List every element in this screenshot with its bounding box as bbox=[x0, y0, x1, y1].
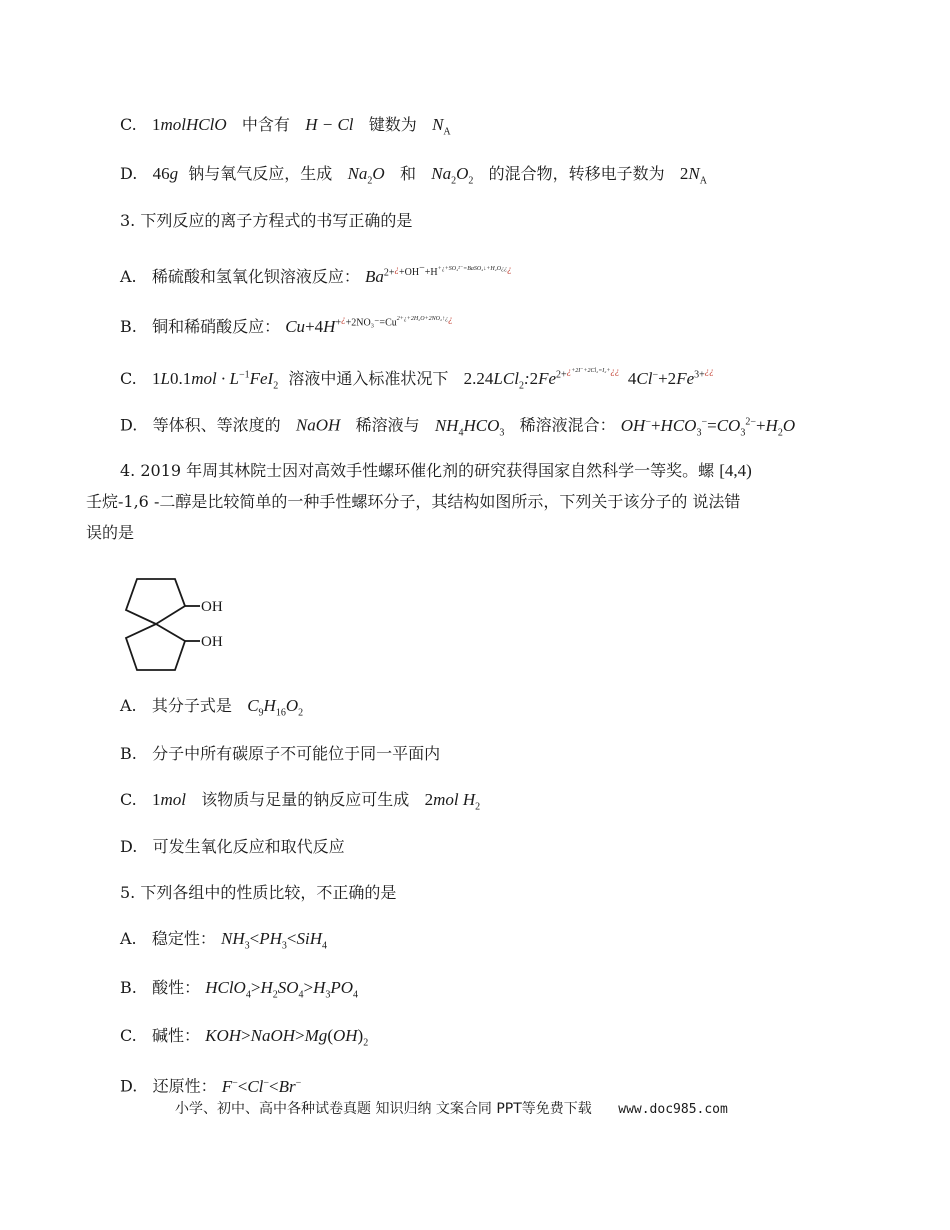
formula: $Na_2O$ bbox=[347, 164, 385, 187]
formula: $Ba^{2+¿+OH^-+H+¿+SO_4^{2-}=BaSO_4↓+H_2O¿¿¿}$ bbox=[365, 263, 512, 286]
q4-option-d: D. 可发生氧化反应和取代反应 bbox=[120, 837, 345, 856]
q3-option-b: B. 铜和稀硝酸反应： $Cu+4H^{+¿+2NO_3^-=Cu2+¿+2H_2O+2NO_2↑¿¿}$ bbox=[120, 314, 453, 336]
formula: 1mol bbox=[152, 790, 187, 809]
formula: $Na_2O_2$ bbox=[431, 164, 474, 187]
q5-stem: 5. 下列各组中的性质比较，不正确的是 bbox=[120, 883, 397, 902]
cyclopentane-ring-top bbox=[126, 579, 185, 624]
q3-option-c: C. $1L0.1mol \cdot L^{-1}FeI_2$ 溶液中通入标准状况下 $2.24LCl_2:2Fe^{2+¿+2I^-+2Cl_2=I_2+¿¿}$ $4Cl^-+2Fe^{3+¿¿}$ bbox=[120, 366, 714, 392]
q2-option-c: C. 1molHClO 中含有 H − Cl 键数为 $N_A$ bbox=[120, 115, 451, 138]
q4-option-b: B. 分子中所有碳原子不可能位于同一平面内 bbox=[120, 744, 441, 763]
formula: $1L0.1mol \cdot L^{-1}FeI_2$ bbox=[152, 369, 279, 392]
hydroxyl-label-bottom: OH bbox=[201, 634, 223, 650]
q5-option-b: B. 酸性： $HClO_4>H_2SO_4>H_3PO_4$ bbox=[120, 978, 359, 1001]
formula: NaOH bbox=[295, 415, 341, 435]
q5-option-c: C. 碱性： $KOH>NaOH>Mg(OH)_2$ bbox=[120, 1026, 369, 1049]
formula: $N_A$ bbox=[432, 115, 451, 138]
page-footer bbox=[175, 1098, 728, 1118]
q4-option-a: A. 其分子式是 $C_9H_{16}O_2$ bbox=[120, 696, 304, 719]
formula: 2mol $H_2$ bbox=[424, 790, 481, 813]
formula: $C_9H_{16}O_2$ bbox=[247, 696, 304, 719]
q4-stem-line1: 4. 2019 年周其林院士因对高效手性螺环催化剂的研究获得国家自然科学一等奖。螺 [4,4) bbox=[120, 461, 752, 480]
q4-stem-line2: 壬烷-1,6 -二醇是比较简单的一种手性螺环分子，其结构如图所示，下列关于该分子的 说法错 bbox=[86, 492, 741, 511]
formula: $KOH>NaOH>Mg(OH)_2$ bbox=[205, 1026, 369, 1049]
cyclopentane-ring-bottom bbox=[126, 624, 185, 670]
q3-option-a: A. 稀硫酸和氢氧化钡溶液反应： $Ba^{2+¿+OH^-+H+¿+SO_4^{2-}=BaSO_4↓+H_2O¿¿¿}$ bbox=[120, 263, 512, 286]
q5-option-d: D. 还原性： F−<Cl−<Br− bbox=[120, 1076, 302, 1096]
formula: $OH^-+HCO_3^-=CO_3^{2-}+H_2O$ bbox=[620, 415, 796, 439]
footer-url[interactable]: www.doc985.com bbox=[618, 1102, 728, 1117]
footer-text: 小学、初中、高中各种试卷真题 知识归纳 文案合同 PPT等免费下载 bbox=[175, 1101, 592, 1117]
q5-option-a: A. 稳定性： $NH_3<PH_3<SiH_4$ bbox=[120, 929, 327, 952]
formula: 1molHClO bbox=[152, 115, 227, 134]
formula: F−<Cl−<Br− bbox=[221, 1076, 302, 1096]
q4-stem-line3: 误的是 bbox=[86, 523, 135, 542]
q3-stem: 3. 下列反应的离子方程式的书写正确的是 bbox=[120, 211, 413, 230]
q2-option-d: D. 46g 钠与氧气反应，生成 $Na_2O$ 和 $Na_2O_2$ 的混合物，转移电子数为 $2N_A$ bbox=[120, 164, 707, 187]
formula: [4,4) bbox=[719, 461, 752, 480]
formula: $NH_4HCO_3$ bbox=[434, 415, 505, 439]
formula: $2N_A$ bbox=[679, 164, 707, 187]
spiro-diol-structure bbox=[115, 573, 235, 675]
hydroxyl-label-top: OH bbox=[201, 599, 223, 615]
formula: $Cu+4H^{+¿+2NO_3^-=Cu2+¿+2H_2O+2NO_2↑¿¿}$ bbox=[285, 314, 453, 336]
formula: $2.24LCl_2:2Fe^{2+¿+2I^-+2Cl_2=I_2+¿¿}$ $4Cl^-+2Fe^{3+¿¿}$ bbox=[463, 366, 714, 392]
formula: $NH_3<PH_3<SiH_4$ bbox=[221, 929, 327, 952]
formula: $HClO_4>H_2SO_4>H_3PO_4$ bbox=[205, 978, 359, 1001]
formula: H − Cl bbox=[305, 115, 354, 134]
q4-option-c: C. 1mol 该物质与足量的钠反应可生成 2mol $H_2$ bbox=[120, 790, 481, 813]
formula: 46g bbox=[152, 164, 179, 183]
q3-option-d: D. 等体积、等浓度的 NaOH 稀溶液与 $NH_4HCO_3$ 稀溶液混合： $OH^-+HCO_3^-=CO_3^{2-}+H_2O$ bbox=[120, 415, 796, 439]
